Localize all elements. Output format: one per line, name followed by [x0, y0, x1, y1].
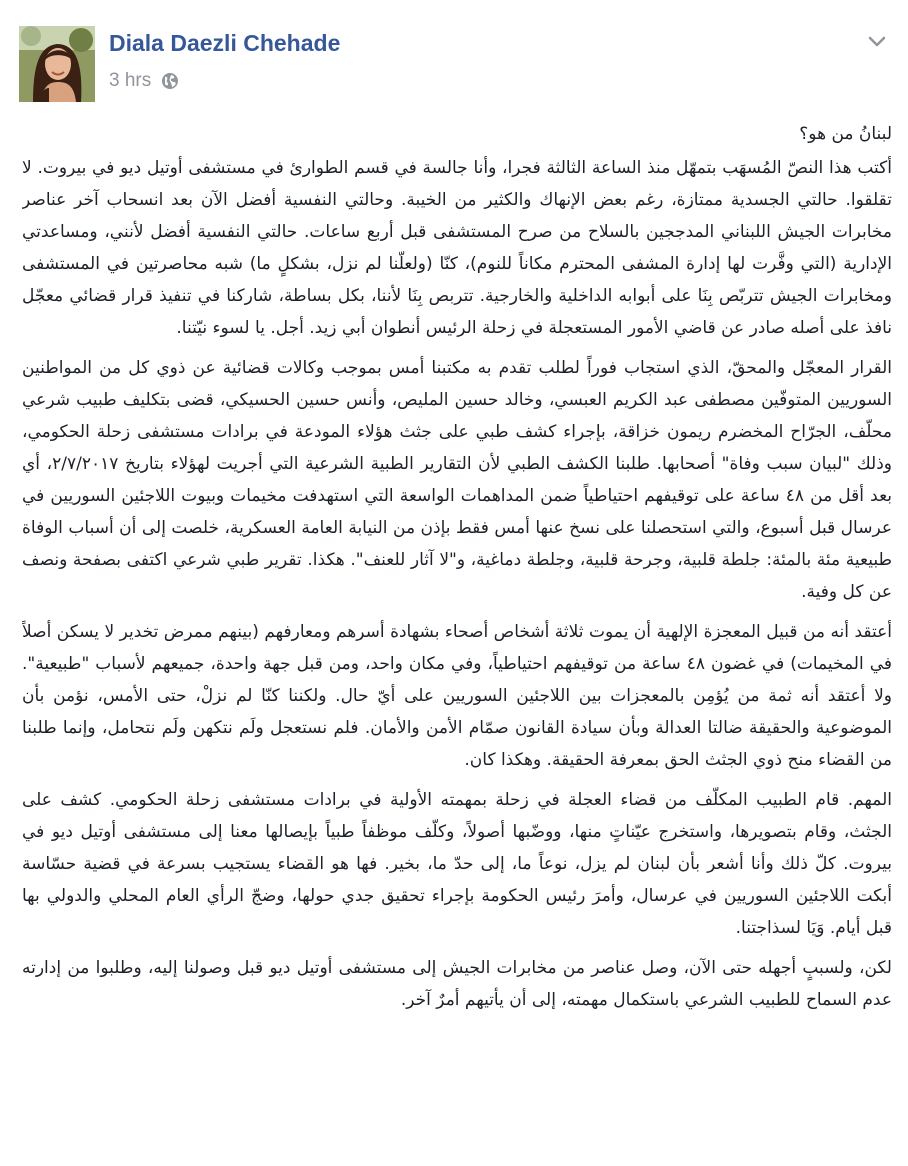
post-header — [0, 0, 908, 110]
post-body — [22, 118, 892, 1166]
post-paragraph: لبنانُ من هو؟ — [799, 124, 892, 144]
avatar[interactable] — [19, 26, 95, 102]
post-meta — [109, 70, 179, 92]
author-photo — [19, 26, 95, 102]
globe-icon — [161, 72, 179, 90]
post-options-button[interactable] — [862, 30, 892, 54]
post-paragraph: لكن، ولسببٍ أجهله حتى الآن، وصل عناصر من مخابرات الجيش إلى مستشفى أوتيل ديو قبل وصولنا إليه، وطلبوا من إدارته عدم السماح للطبيب الشرعي باستكمال مهمته، إلى أن يأتيهم أمرٌ آخر. — [22, 958, 892, 1010]
timestamp[interactable]: 3 hrs — [109, 70, 152, 91]
post-paragraph: أعتقد أنه من قبيل المعجزة الإلهية أن يموت ثلاثة أشخاص أصحاء بشهادة أسرهم ومعارفهم (بينهم ممرض تخدير لا يسكن أصلاً في المخيمات) في غضون ٤٨ ساعة من توقيفهم احتياطياً، وفي مكان واحد، ومن قبل جهة واحدة، جميعهم لأسباب "طبيعية". ولا أعتقد أنه ثمة من يُؤمِن بالمعجزات بين اللاجئين السوريين على أيّ حال. ولكننا كنّا لم نزلْ، حتى الأمس، نؤمن بأن الموضوعية والحقيقة ضالتا العدالة وبأن سيادة القانون صمّام الأمن والأمان. فلم نستعجل ولَم نتكهن ولَم نتحامل، وإنما طلبنا من القضاء منح ذوي الجثث الحق بمعرفة الحقيقة. وهكذا كان. — [22, 622, 892, 770]
post-paragraph: أكتب هذا النصّ المُسهَب بتمهّل منذ الساعة الثالثة فجرا، وأنا جالسة في قسم الطوارئ في مستشفى أوتيل ديو في بيروت. لا تقلقوا. حالتي الجسدية ممتازة، رغم بعض الإنهاك والكثير من الخيبة. وحالتي النفسية أفضل الآن بعد انسحاب آخر عناصر مخابرات الجيش اللبناني المدججين بالسلاح من صرح المستشفى قبل أربع ساعات. حالتي النفسية أفضل لأنني، ومساعدتي الإدارية (التي وفَّرت لها إدارة المشفى المحترم مكاناً للنوم)، كنّا (ولعلّنا لم نزل، بشكلٍ ما) شبه محاصرتين في المستشفى ومخابرات الجيش تتربّص بِنَا على أبوابه الداخلية والخارجية. تتربص بِنَا لأننا، بكل بساطة، شاركنا في تنفيذ قرار قضائي معجّل نافذ على أصله صادر عن قاضي الأمور المستعجلة في زحلة الرئيس أنطوان أبي زيد. أجل. يا لسوء نيّتنا. — [22, 158, 892, 338]
post-paragraph: القرار المعجّل والمحقّ، الذي استجاب فوراً لطلب تقدم به مكتبنا أمس بموجب وكالات قضائية عن ذوي كل من المواطنين السوريين المتوفّين مصطفى عبد الكريم العبسي، وخالد حسين المليص، وأنس حسين الحسيكي، قضى بتكليف طبيب شرعي محلّف، الجرّاح المخضرم ريمون خزاقة، بإجراء كشف طبي على جثث هؤلاء المودعة في برادات مستشفى زحلة الحكومي، وذلك "لبيان سبب وفاة" أصحابها. طلبنا الكشف الطبي لأن التقارير الطبية الشرعية التي أجريت لهؤلاء بتاريخ ٢/٧/٢٠١٧، أي بعد أقل من ٤٨ ساعة على توقيفهم احتياطياً ضمن المداهمات الواسعة التي استهدفت مخيمات وبيوت اللاجئين السوريين في عرسال قبل أسبوع، والتي استحصلنا على نسخ عنها أمس فقط بإذن من النيابة العامة العسكرية، خلصت إلى أن أسباب الوفاة طبيعية مئة بالمئة: جلطة قلبية، وجرحة قلبية، وجلطة دماغية، و"لا آثار للعنف". هكذا. تقرير طبي شرعي اكتفى بصفحة ونصف عن كل وفية. — [22, 358, 892, 602]
privacy-indicator[interactable] — [161, 72, 179, 90]
author-name[interactable]: Diala Daezli Chehade — [109, 30, 341, 56]
post-paragraph: المهم. قام الطبيب المكلّف من قضاء العجلة في زحلة بمهمته الأولية في برادات مستشفى زحلة الحكومي. كشف على الجثث، وقام بتصويرها، واستخرج عيّناتٍ منها، ووضّبها أصولاً، وكلّف موظفاً طبياً بإيصالها معنا إلى مستشفى أوتيل ديو في بيروت. كلّ ذلك وأنا أشعر بأن لبنان لم يزل، نوعاً ما، إلى حدّ ما، بخير. فها هو القضاء يستجيب بسرعة في قضية حسّاسة أبكت اللاجئين السوريين في عرسال، وأمرَ رئيس الحكومة بإجراء تحقيق جدي حولها، وضجّ الرأي العام المحلي والدولي بها قبل أيام. وَيَا لسذاجتنا. — [22, 790, 892, 938]
chevron-down-icon — [862, 30, 892, 54]
